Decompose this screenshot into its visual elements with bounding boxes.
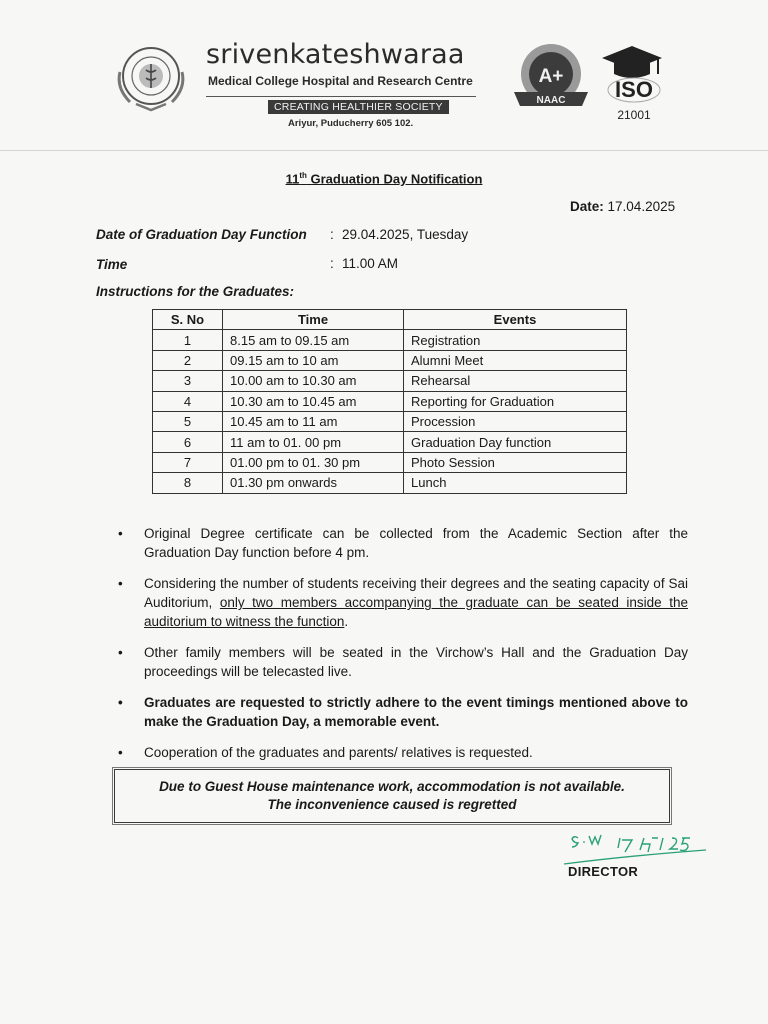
bullet-icon: • <box>118 576 123 591</box>
column-header-time: Time <box>223 310 404 330</box>
iso-badge-icon <box>598 42 670 122</box>
cell-time: 09.15 am to 10 am <box>223 350 404 370</box>
list-item <box>118 743 688 762</box>
college-seal-icon <box>106 42 196 114</box>
issue-date-value: 17.04.2025 <box>607 199 676 214</box>
naac-grade: A+ <box>538 66 564 87</box>
cell-event: Alumni Meet <box>404 350 627 370</box>
list-item <box>118 574 688 631</box>
list-item <box>118 693 688 731</box>
table-row <box>153 452 627 472</box>
title-ordinal-suffix: th <box>299 171 307 180</box>
notice-box <box>114 769 670 823</box>
institution-subtitle: Medical College Hospital and Research Centre <box>208 74 473 88</box>
function-time-value: 11.00 AM <box>342 256 399 271</box>
bullet-icon: • <box>118 695 123 710</box>
bullet-text: Considering the number of students receiving their degrees and the seating capacity of Sai Auditorium, <box>144 576 688 610</box>
table-row <box>153 371 627 391</box>
event-schedule-table <box>152 309 627 494</box>
cell-event: Lunch <box>404 473 627 493</box>
cell-event: Reporting for Graduation <box>404 391 627 411</box>
letterhead <box>206 39 506 129</box>
table-row <box>153 330 627 350</box>
bullet-text: Graduates are requested to strictly adhere to the event timings mentioned above to make the Graduation Day, a memorable event. <box>144 695 688 729</box>
signatory-title: DIRECTOR <box>568 864 639 879</box>
issue-date-label: Date: <box>570 199 604 214</box>
cell-event: Photo Session <box>404 452 627 472</box>
function-time-label: Time <box>96 257 128 272</box>
cell-sno: 7 <box>153 452 223 472</box>
table-row <box>153 391 627 411</box>
cell-sno: 4 <box>153 391 223 411</box>
cell-time: 10.45 am to 11 am <box>223 411 404 431</box>
issue-date <box>570 199 675 214</box>
list-item <box>118 643 688 681</box>
cell-sno: 8 <box>153 473 223 493</box>
cell-event: Graduation Day function <box>404 432 627 452</box>
iso-label: ISO <box>615 77 653 102</box>
naac-label: NAAC <box>536 95 566 106</box>
table-header-row <box>153 310 627 330</box>
function-date-label: Date of Graduation Day Function <box>96 227 307 242</box>
bullet-text: Original Degree certificate can be collected from the Academic Section after the Graduation Day function before 4 pm. <box>144 526 688 560</box>
cell-sno: 1 <box>153 330 223 350</box>
iso-number: 21001 <box>617 108 651 122</box>
bullet-icon: • <box>118 745 123 760</box>
cell-sno: 2 <box>153 350 223 370</box>
column-header-sno: S. No <box>153 310 223 330</box>
cell-time: 10.30 am to 10.45 am <box>223 391 404 411</box>
bullet-icon: • <box>118 526 123 541</box>
cell-event: Procession <box>404 411 627 431</box>
column-header-events: Events <box>404 310 627 330</box>
naac-badge-icon <box>508 40 594 116</box>
institution-name: srivenkateshwaraa <box>206 39 465 70</box>
table-row <box>153 473 627 493</box>
header-divider <box>0 150 768 151</box>
table-row <box>153 350 627 370</box>
bullet-underlined-text: only two members accompanying the graduate can be seated inside the auditorium to witness the function <box>144 595 688 629</box>
cell-time: 8.15 am to 09.15 am <box>223 330 404 350</box>
instruction-list <box>118 524 688 762</box>
instructions-heading: Instructions for the Graduates: <box>96 284 295 299</box>
cell-time: 10.00 am to 10.30 am <box>223 371 404 391</box>
bullet-text: Cooperation of the graduates and parents/ relatives is requested. <box>144 745 533 760</box>
cell-event: Registration <box>404 330 627 350</box>
list-item <box>118 524 688 562</box>
cell-time: 01.30 pm onwards <box>223 473 404 493</box>
function-date-value: 29.04.2025, Tuesday <box>342 227 469 242</box>
bullet-icon: • <box>118 645 123 660</box>
notice-line-1: Due to Guest House maintenance work, accommodation is not available. <box>159 779 625 794</box>
notice-line-2: The inconvenience caused is regretted <box>267 797 517 812</box>
cell-event: Rehearsal <box>404 371 627 391</box>
cell-sno: 3 <box>153 371 223 391</box>
notification-title <box>0 171 768 186</box>
letterhead-rule <box>206 96 476 97</box>
tagline-banner: CREATING HEALTHIER SOCIETY <box>268 100 449 114</box>
institution-address: Ariyur, Puducherry 605 102. <box>288 118 414 129</box>
cell-sno: 6 <box>153 432 223 452</box>
bullet-text: Other family members will be seated in the Virchow’s Hall and the Graduation Day proceedings will be telecasted live. <box>144 645 688 679</box>
bullet-text-end: . <box>344 614 349 629</box>
colon: : <box>330 227 334 242</box>
table-row <box>153 432 627 452</box>
colon: : <box>330 256 334 271</box>
title-text: Graduation Day Notification <box>306 171 483 187</box>
table-row <box>153 411 627 431</box>
title-ordinal: 11 <box>285 171 300 187</box>
cell-time: 01.00 pm to 01. 30 pm <box>223 452 404 472</box>
cell-sno: 5 <box>153 411 223 431</box>
cell-time: 11 am to 01. 00 pm <box>223 432 404 452</box>
